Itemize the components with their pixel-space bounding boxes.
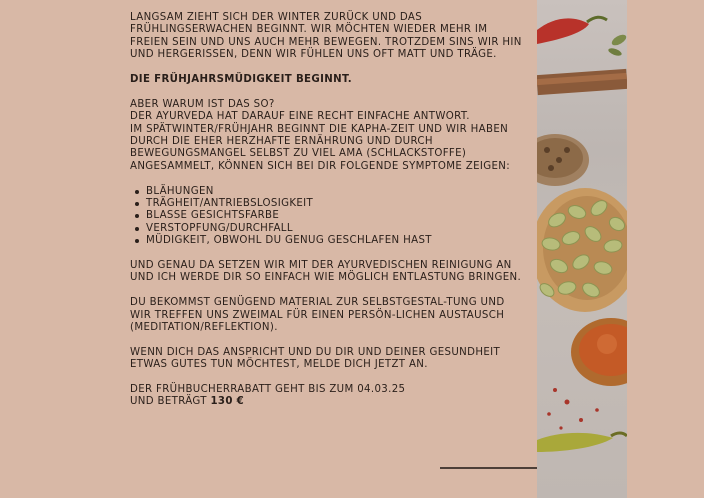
- spice-photo: [537, 0, 627, 498]
- price-prefix: UND BETRÄGT: [130, 396, 207, 408]
- list-item: BLÄHUNGEN: [146, 186, 525, 198]
- symptom-list: [130, 186, 525, 248]
- list-item: BLASSE GESICHTSFARBE: [146, 210, 525, 222]
- answer-paragraph-2: IM SPÄTWINTER/FRÜHJAHR BEGINNT DIE KAPHA-ZEIT UND WIR HABEN DURCH DIE EHER HERZHAFTE ERNÄHRUNG UND DURCH BEWEGUNGSMANGEL SELBST ZU VIEL AMA (SCHLACKSTOFFE) ANGESAMMELT, KÖNNEN SICH BEI DIR FOLGENDE SYMPTOME ZEIGEN:: [130, 123, 510, 172]
- price-value: 130 €: [210, 396, 245, 408]
- spice-illustration: [537, 0, 627, 498]
- question-line: ABER WARUM IST DAS SO?: [130, 98, 275, 110]
- material-paragraph: DU BEKOMMST GENÜGEND MATERIAL ZUR SELBSTGESTAL-TUNG UND WIR TREFFEN UNS ZWEIMAL FÜR EINEN PERSÖN-LICHEN AUSTAUSCH (MEDITATION/REFLEKTION).: [130, 297, 505, 334]
- contact-paragraph: WENN DICH DAS ANSPRICHT UND DU DIR UND DEINER GESUNDHEIT ETWAS GUTES TUN MÖCHTEST, MELDE DICH JETZT AN.: [130, 346, 501, 371]
- answer-paragraph-1: DER AYURVEDA HAT DARAUF EINE RECHT EINFACHE ANTWORT.: [130, 111, 470, 123]
- main-text-column: [130, 12, 525, 409]
- cleanse-paragraph: UND GENAU DA SETZEN WIR MIT DER AYURVEDISCHEN REINIGUNG AN UND ICH WERDE DIR SO EINFACH WIE MÖGLICH ENTLASTUNG BRINGEN.: [130, 260, 522, 284]
- price-line: [130, 396, 525, 408]
- list-item: MÜDIGKEIT, OBWOHL DU GENUG GESCHLAFEN HAST: [146, 235, 525, 247]
- earlybird-line: DER FRÜHBUCHERRABATT GEHT BIS ZUM 04.03.25: [130, 384, 406, 396]
- list-item: TRÄGHEIT/ANTRIEBSLOSIGKEIT: [146, 198, 525, 210]
- intro-paragraph: LANGSAM ZIEHT SICH DER WINTER ZURÜCK UND DAS FRÜHLINGSERWACHEN BEGINNT. WIR MÖCHTEN WIEDER MEHR IM FREIEN SEIN UND UNS AUCH MEHR BEWEGEN. TROTZDEM SINS WIR HIN UND HERGERISSEN, DENN WIR FÜHLEN UNS OFT MATT UND TRÄGE.: [130, 12, 522, 61]
- list-item: VERSTOPFUNG/DURCHFALL: [146, 223, 525, 235]
- section-heading: DIE FRÜHJAHRSMÜDIGKEIT BEGINNT.: [130, 74, 352, 86]
